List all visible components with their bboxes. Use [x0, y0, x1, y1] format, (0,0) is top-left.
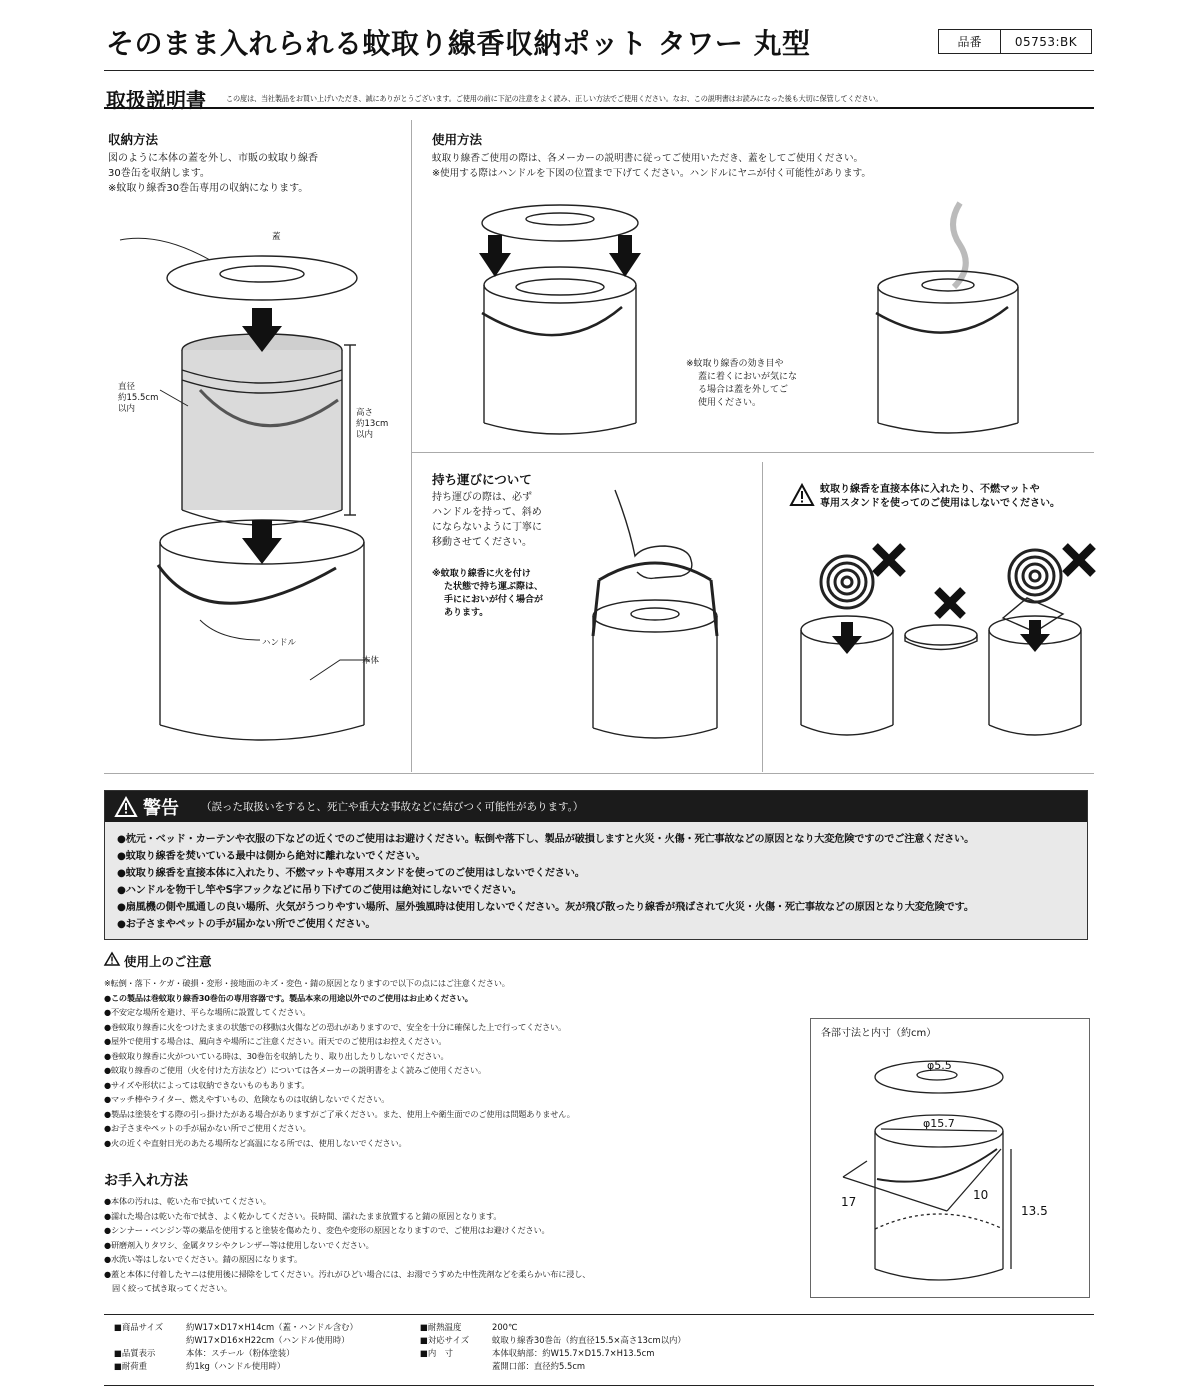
warning-triangle-icon: [790, 484, 814, 506]
divider: [104, 1385, 1094, 1386]
divider: [104, 70, 1094, 71]
list-item: ●マッチ棒やライター、燃えやすいもの、危険なものは収納しないでください。: [104, 1094, 390, 1104]
manual-title: 取扱説明書: [106, 88, 206, 112]
label-height: 高さ 約13cm 以内: [356, 408, 389, 440]
specs-right: ■耐熱温度 200℃ ■対応サイズ 蚊取り線香30巻缶（約直径15.5×高さ13cm以内） ■内 寸 本体収納部：約W15.7×D15.7×H13.5cm 蓋開口部：直径約5.5cm: [420, 1322, 686, 1371]
manual-intro: この度は、当社製品をお買い上げいただき、誠にありがとうございます。ご使用の前に下記の注意をよく読み、正しい方法でご使用ください。なお、この説明書はお読みになった後も大切に保管してください。: [226, 94, 883, 103]
list-item: ●ハンドルを物干し竿やS字フックなどに吊り下げてのご使用は絶対にしないでください。: [117, 885, 522, 896]
usage-illustration-smoke: [868, 195, 1028, 445]
list-item: ●枕元・ベッド・カーテンや衣服の下などの近くでのご使用はお避けください。転倒や落下し、製品が破損しますと火災・火傷・死亡事故などの原因となり大変危険ですのでご注意ください。: [117, 834, 975, 845]
usage-heading: 使用方法: [432, 132, 483, 147]
warning-header: [105, 791, 1087, 822]
height-dim: 13.5: [1021, 1204, 1048, 1218]
divider: [762, 462, 763, 772]
list-item: ●蚊取り線香のご使用（火を付けた方法など）については各メーカーの説明書をよく読みご使用ください。: [104, 1065, 487, 1075]
lid-hole-dim: φ5.5: [927, 1059, 952, 1072]
list-item: ●扇風機の側や風通しの良い場所、火気がうつりやすい場所、屋外強風時は使用しないでください。灰が飛び散ったり線香が飛ばされて火災・火傷・死亡事故などの原因となり大変危険です。: [117, 902, 974, 913]
usage-note: ※蚊取り線香の効き目や 蓋に着くにおいが気にな る場合は蓋を外してご 使用ください。: [686, 359, 798, 408]
warning-title: 警告: [143, 797, 179, 819]
divider: [411, 452, 1094, 453]
divider: [104, 107, 1094, 109]
usage-text: 蚊取り線香ご使用の際は、各メーカーの説明書に従ってご使用いただき、蓋をしてご使用ください。 ※使用する際はハンドルを下図の位置まで下げてください。ハンドルにヤニが付く可能性があります。: [432, 153, 871, 179]
list-item: ●この製品は巻蚊取り線香30巻缶の専用容器です。製品本来の用途以外でのご使用はお止めください。: [104, 992, 473, 1003]
usage-illustration-lid: [470, 195, 650, 445]
list-item: ●巻蚊取り線香に火がついている時は、30巻缶を収納したり、取り出したりしないでください。: [104, 1050, 449, 1061]
list-item: ●蓋と本体に付着したヤニは使用後に掃除をしてください。汚れがひどい場合には、お湯でうすめた中性洗剤などを柔らかい布に浸し、: [104, 1268, 591, 1279]
warning-subtitle: （誤った取扱いをすると、死亡や重大な事故などに結びつく可能性があります。）: [201, 801, 584, 813]
list-item: ●水洗い等はしないでください。錆の原因になります。: [104, 1254, 302, 1264]
list-item: ●サイズや形状によっては収納できないものもあります。: [104, 1079, 310, 1090]
prohibit-text: 蚊取り線香を直接本体に入れたり、不燃マットや 専用スタンドを使ってのご使用はしないでください。: [820, 484, 1060, 509]
warning-box: [104, 790, 1088, 940]
width-dim: 17: [841, 1195, 857, 1209]
dimensions-box: [810, 1018, 1090, 1298]
list-item: ●不安定な場所を避け、平らな場所に設置してください。: [104, 1007, 311, 1017]
part-number-value: 05753:BK: [1014, 34, 1078, 49]
inner-dia-dim: φ15.7: [923, 1117, 955, 1130]
storage-illustration: [100, 220, 400, 740]
product-title: そのまま入れられる蚊取り線香収納ポット タワー 丸型: [106, 27, 811, 60]
dimensions-title: 各部寸法と内寸（約cm）: [821, 1028, 937, 1039]
divider: [411, 120, 412, 772]
carry-illustration: [585, 486, 735, 746]
list-item: ●お子さまやペットの手が届かない所でご使用ください。: [104, 1123, 311, 1133]
list-item: ●本体の汚れは、乾いた布で拭いてください。: [104, 1196, 271, 1206]
list-item: ●研磨剤入りタワシ、金属タワシやクレンザー等は使用しないでください。: [104, 1239, 374, 1250]
caution-heading: 使用上のご注意: [124, 954, 212, 969]
storage-text: 図のように本体の蓋を外し、市販の蚊取り線香 30巻缶を収納します。 ※蚊取り線香30巻缶専用の収納になります。: [108, 153, 318, 194]
carry-note: ※蚊取り線香に火を付け た状態で持ち運ぶ際は、 手ににおいが付く場合が あります。: [432, 569, 544, 618]
label-handle: ハンドル: [262, 638, 297, 648]
list-item: ●お子さまやペットの手が届かない所でご使用ください。: [117, 919, 376, 930]
carry-text: 持ち運びの際は、必ず ハンドルを持って、斜め にならないように丁寧に 移動させてください。: [432, 492, 542, 548]
depth-dim: 10: [973, 1188, 989, 1202]
caution-triangle-icon: [104, 952, 120, 966]
list-item: ●火の近くや直射日光のあたる場所など高温になる所では、使用しないでください。: [104, 1137, 407, 1148]
care-list: [104, 1194, 590, 1296]
part-number-label: 品番: [939, 30, 1001, 53]
prohibit-illustration: [795, 540, 1095, 750]
list-item: ●蚊取り線香を直接本体に入れたり、不燃マットや専用スタンドを使ってのご使用はしないでください。: [117, 868, 585, 879]
part-number-box: [938, 29, 1092, 54]
label-diameter: 直径 約15.5cm 以内: [118, 382, 159, 414]
list-item: ●巻蚊取り線香に火をつけたままの状態での移動は火傷などの恐れがありますので、安全を十分に確保した上で行ってください。: [104, 1021, 567, 1032]
divider: [104, 773, 1094, 774]
label-body: 本体: [362, 656, 380, 666]
divider: [104, 1314, 1094, 1315]
storage-heading: 収納方法: [108, 132, 159, 147]
list-item: ●屋外で使用する場合は、風向きや場所にご注意ください。雨天でのご使用はお控えください。: [104, 1036, 447, 1046]
list-item: ●製品は塗装をする際の引っ掛けたがある場合がありますがご了承ください。また、使用上や衛生面でのご使用は問題ありません。: [104, 1108, 575, 1119]
caution-list: [104, 976, 575, 1150]
care-heading: お手入れ方法: [104, 1173, 188, 1189]
warning-triangle-icon: [115, 797, 137, 817]
list-item: ●シンナー・ベンジン等の薬品を使用すると塗装を傷めたり、変色や変形の原因となりますので、ご使用はお避けください。: [104, 1225, 550, 1235]
label-lid: 蓋: [272, 232, 281, 242]
warning-list: [117, 831, 974, 933]
list-item: ※転倒・落下・ケガ・破損・変形・接地面のキズ・変色・錆の原因となりますので以下の点にはご注意ください。: [104, 978, 510, 988]
list-item: ●濡れた場合は乾いた布で拭き、よく乾かしてください。長時間、濡れたまま放置すると錆の原因となります。: [104, 1210, 502, 1221]
list-item: ●蚊取り線香を焚いている最中は側から絶対に離れないでください。: [117, 851, 426, 862]
carry-heading: 持ち運びについて: [432, 472, 532, 487]
list-item: 固く絞って拭き取ってください。: [104, 1283, 232, 1293]
specs-left: ■商品サイズ 約W17×D17×H14cm（蓋・ハンドル含む） 約W17×D16×H22cm（ハンドル使用時） ■品質表示 本体：スチール（粉体塗装） ■耐荷重 約1kg（ハンドル使用時）: [114, 1322, 358, 1371]
